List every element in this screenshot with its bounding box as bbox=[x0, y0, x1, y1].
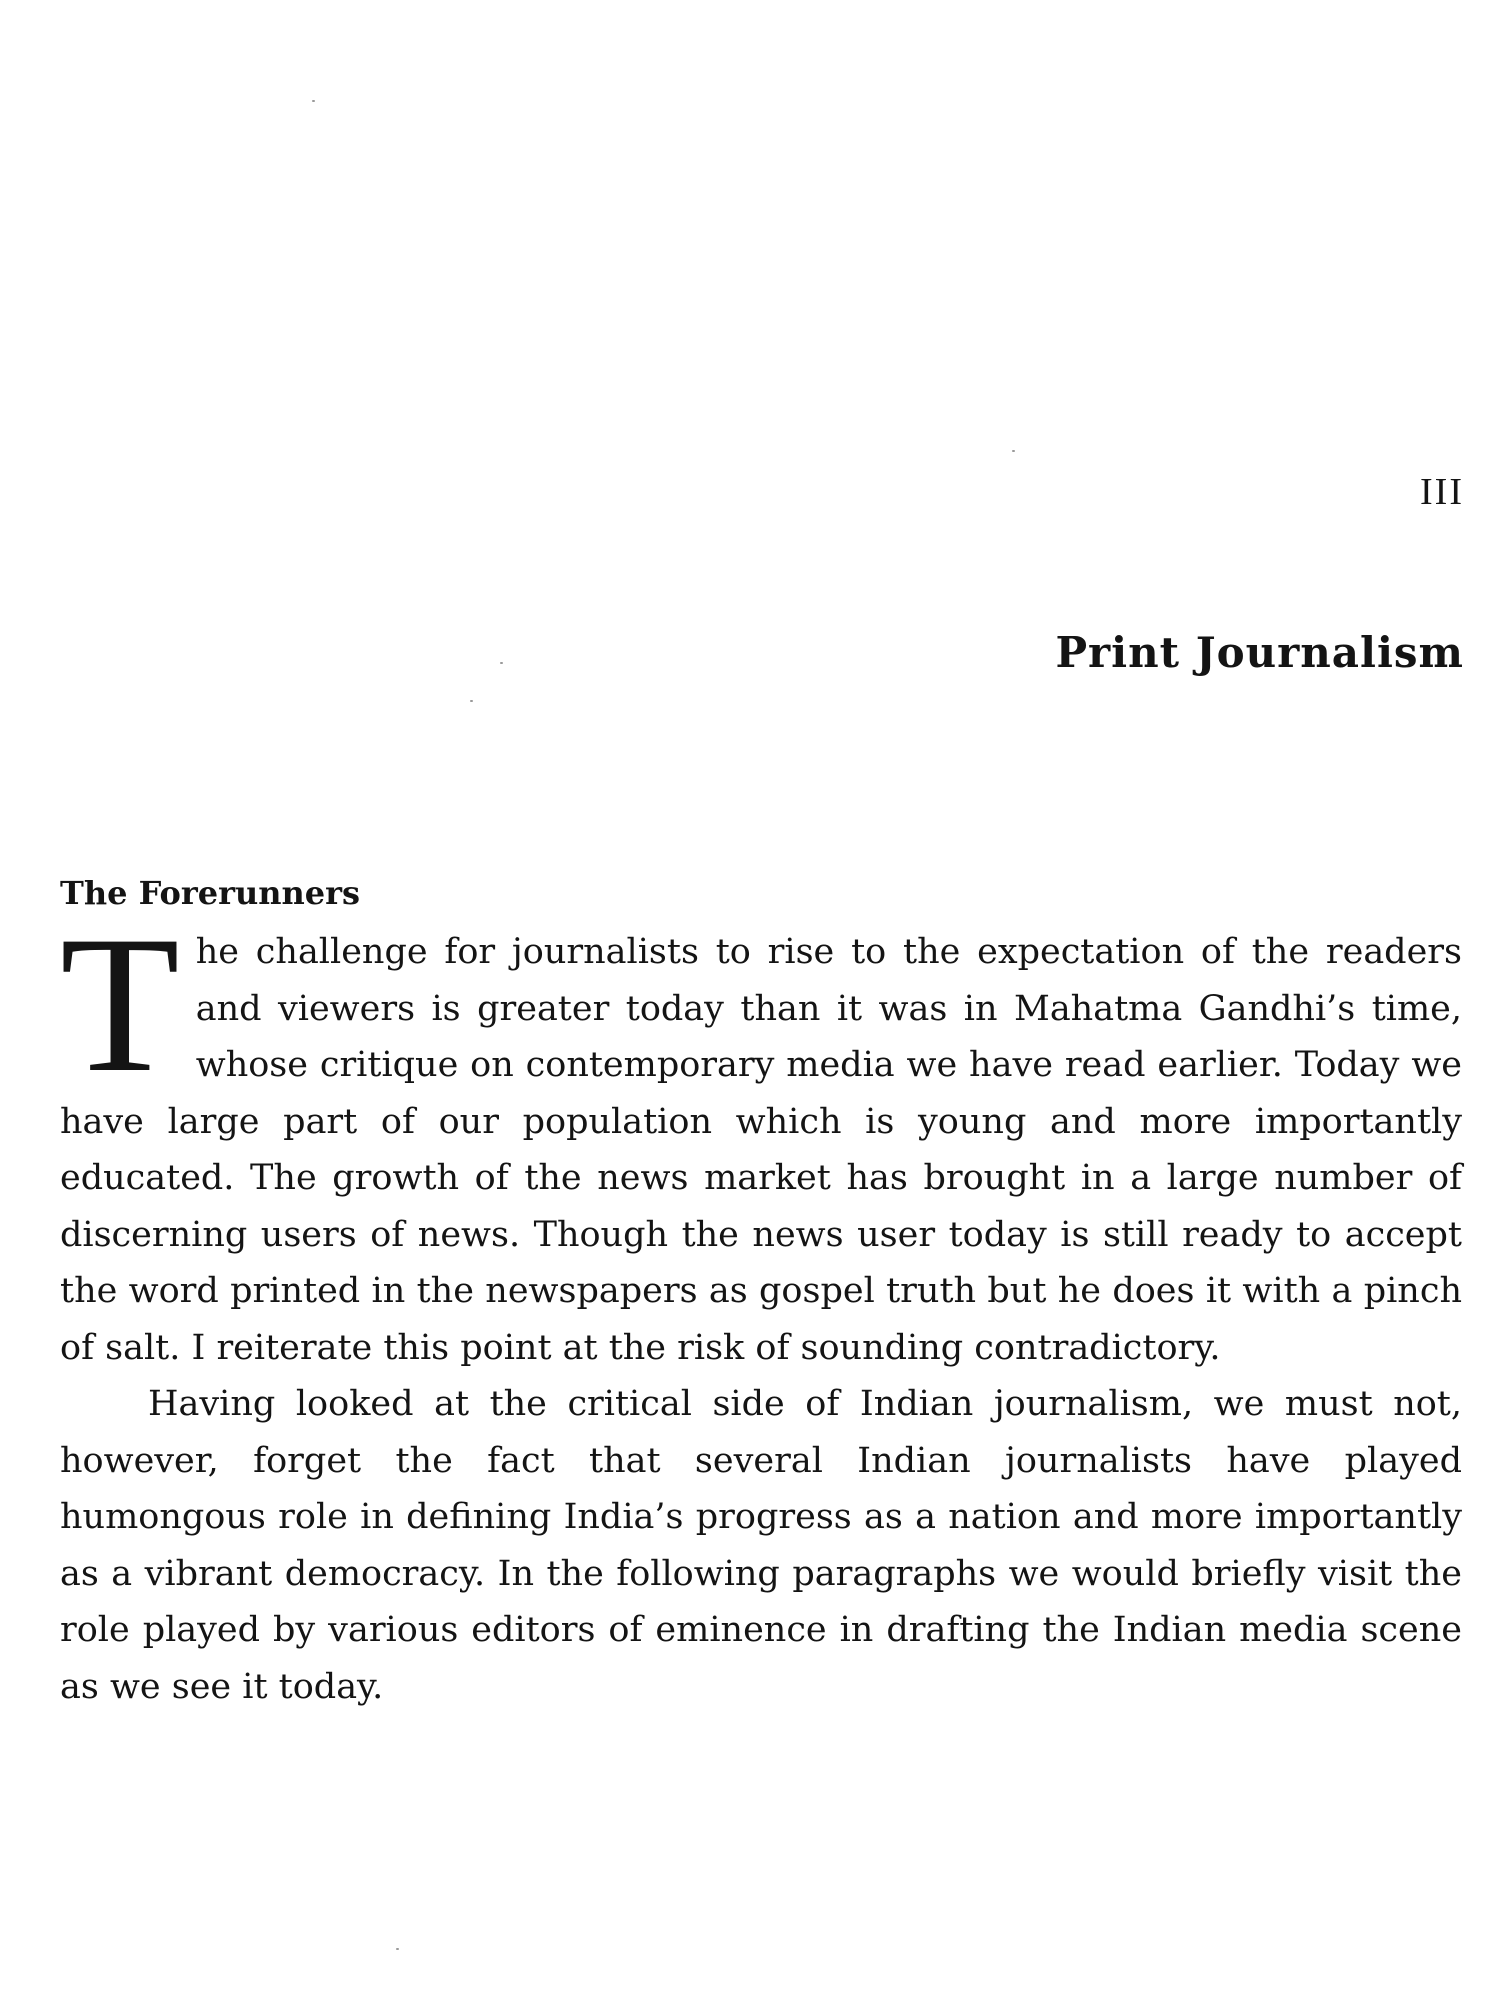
section-heading: The Forerunners bbox=[60, 874, 360, 912]
chapter-title: Print Journalism bbox=[1055, 628, 1464, 677]
scan-speck bbox=[470, 700, 473, 702]
paragraph-1-text: he challenge for journalists to rise to the expectation of the readers and viewers is greater today than it was in Mahatma Gandhi’s time, whose critique on contemporary media we have read earlier. Today we have large part of our population which is young and more importantly educated. The growth of the news market has brought in a large number of discerning users of news. Though the news user today is still ready to accept the word printed in the newspapers as gospel truth but he does it with a pinch of salt. I reiterate this point at the risk of sounding contradictory. bbox=[60, 932, 1462, 1368]
scan-speck bbox=[312, 100, 315, 102]
body-text bbox=[60, 896, 1462, 1715]
scan-speck bbox=[500, 662, 503, 664]
drop-cap: T bbox=[60, 896, 180, 1113]
scan-speck bbox=[1012, 450, 1015, 452]
paragraph-2: Having looked at the critical side of Indian journalism, we must not, however, forget the fact that several Indian journalists have played humongous role in defining India’s progress as a nation and more importantly as a vibrant democracy. In the following paragraphs we would briefly visit the role played by various editors of eminence in drafting the Indian media scene as we see it today. bbox=[60, 1384, 1462, 1707]
scan-speck bbox=[396, 1948, 399, 1950]
chapter-number: III bbox=[1420, 471, 1464, 513]
paragraph-1 bbox=[60, 896, 1462, 1376]
